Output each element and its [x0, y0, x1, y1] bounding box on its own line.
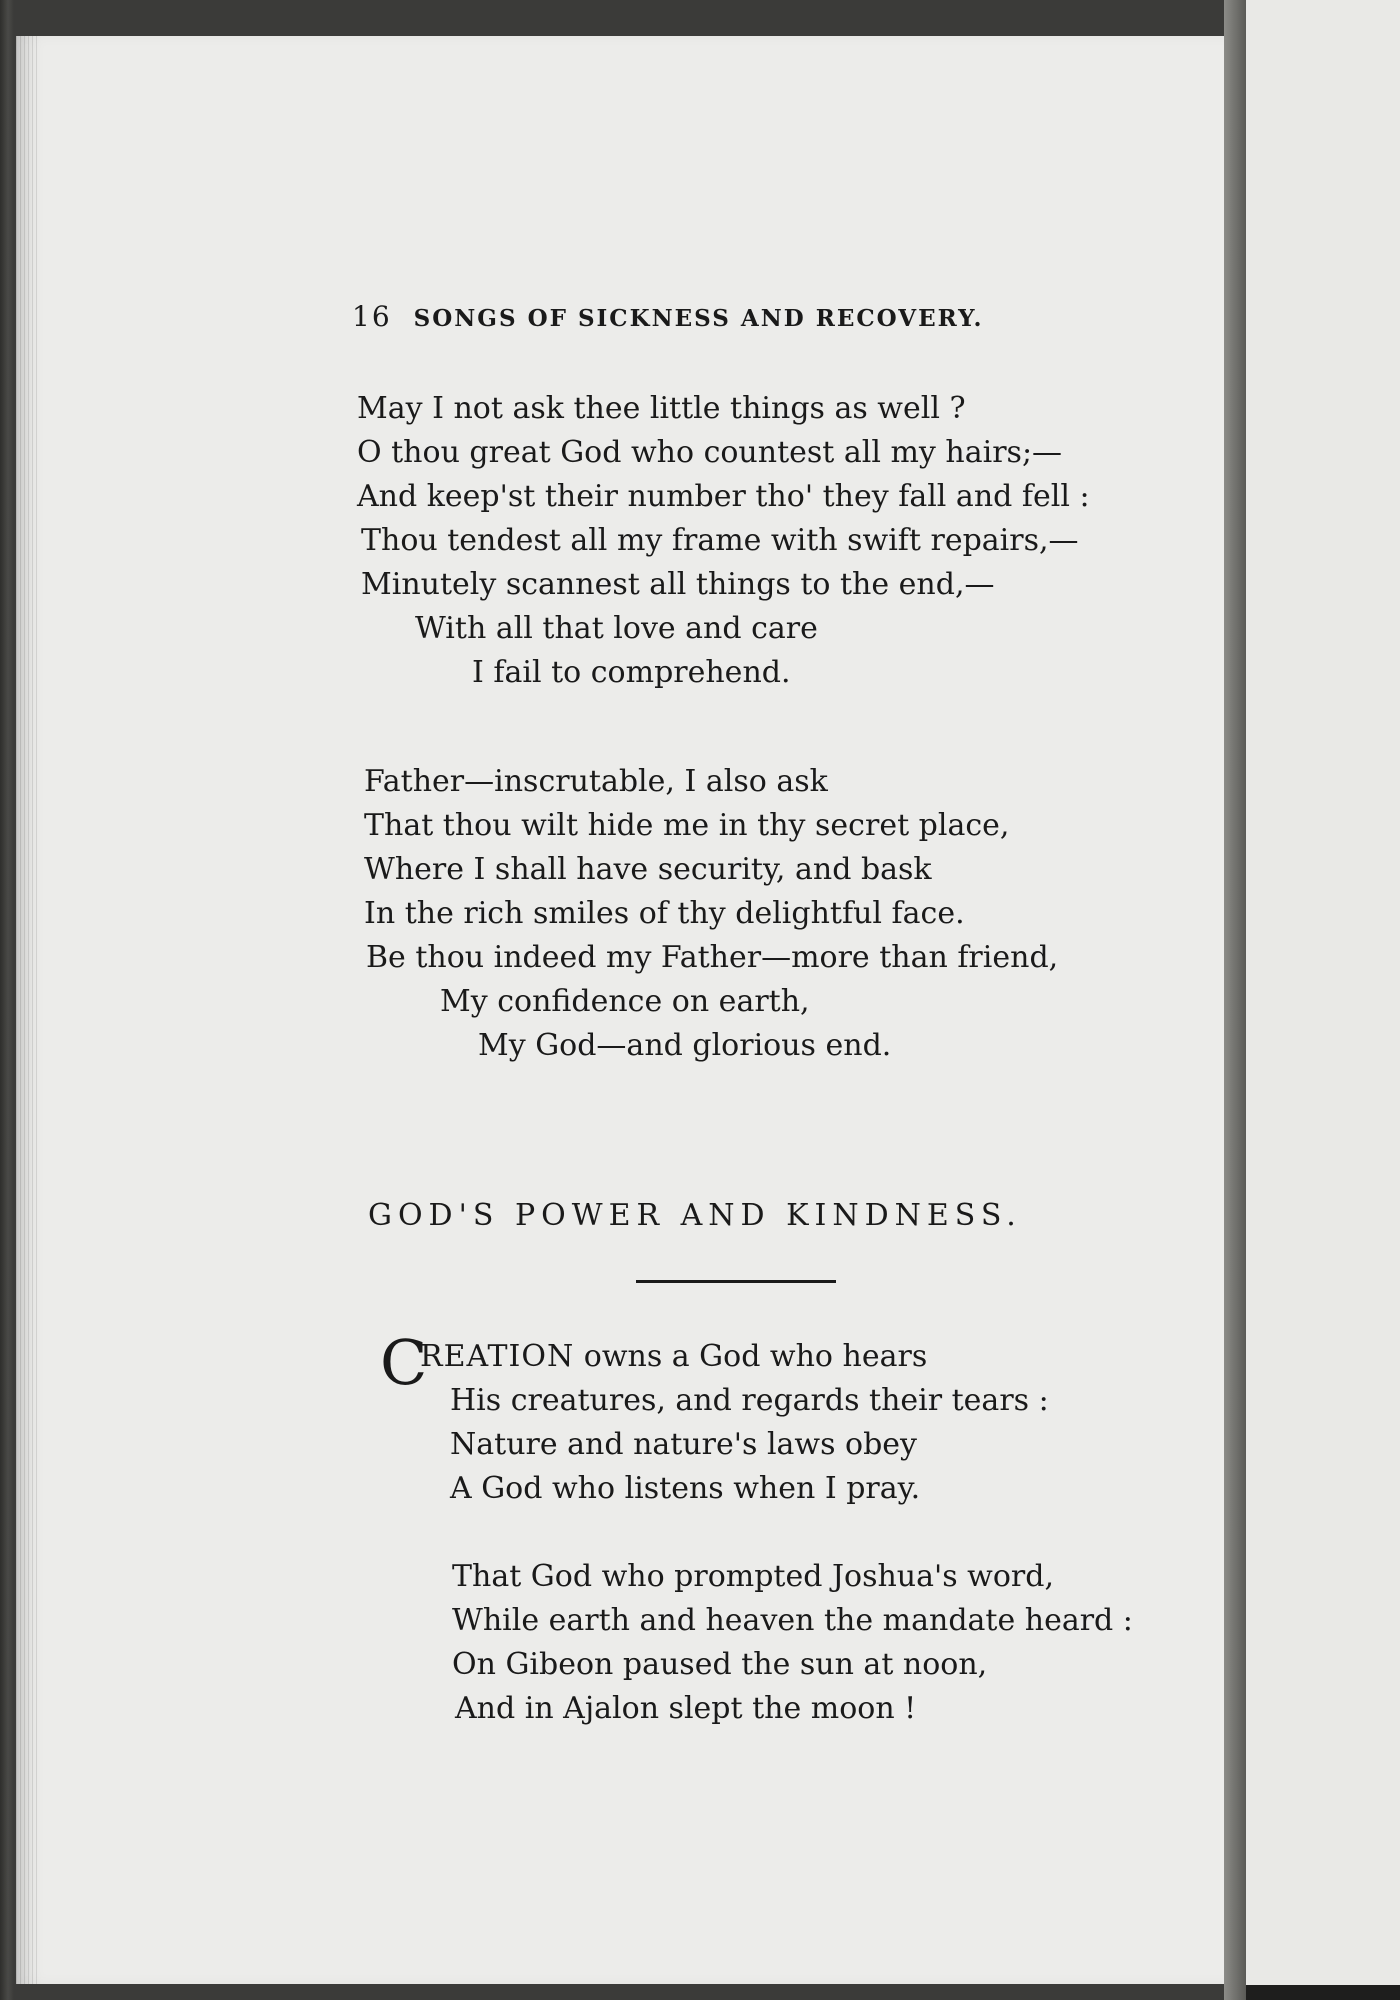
verse-line: My confidence on earth,: [440, 984, 810, 1019]
page-edge: [16, 36, 38, 1984]
verse-line: O thou great God who countest all my hairs;—: [357, 435, 1063, 470]
title-rule: [636, 1280, 836, 1283]
poem-title: GOD'S POWER AND KINDNESS.: [368, 1198, 1022, 1233]
running-title: SONGS OF SICKNESS AND RECOVERY.: [413, 305, 984, 332]
verse-line: My God—and glorious end.: [478, 1028, 892, 1063]
drop-cap: C: [380, 1326, 428, 1399]
verse-line: May I not ask thee little things as well ?: [357, 391, 966, 426]
book-gutter: [1224, 0, 1246, 2000]
verse-line: Where I shall have security, and bask: [364, 852, 932, 887]
verse-line: On Gibeon paused the sun at noon,: [452, 1647, 988, 1682]
verse-line: And in Ajalon slept the moon !: [455, 1691, 917, 1726]
verse-line: While earth and heaven the mandate heard :: [452, 1603, 1133, 1638]
facing-page-edge: [1246, 0, 1400, 2000]
verse-line: Nature and nature's laws obey: [450, 1427, 918, 1462]
verse-line: With all that love and care: [415, 611, 818, 646]
running-head: [352, 300, 984, 333]
verse-line: Thou tendest all my frame with swift repairs,—: [361, 523, 1079, 558]
verse-line: Be thou indeed my Father—more than friend,: [366, 940, 1059, 975]
verse-line: That God who prompted Joshua's word,: [452, 1559, 1054, 1594]
first-line-rest: owns a God who hears: [574, 1339, 928, 1374]
first-word: REATION: [420, 1339, 575, 1374]
page-number: 16: [352, 300, 392, 333]
verse-line: A God who listens when I pray.: [450, 1471, 921, 1506]
verse-line: Minutely scannest all things to the end,—: [361, 567, 995, 602]
verse-line: That thou wilt hide me in thy secret place,: [364, 808, 1010, 843]
verse-line-first: [420, 1335, 927, 1379]
verse-line: Father—inscrutable, I also ask: [364, 764, 828, 799]
verse-line: And keep'st their number tho' they fall and fell :: [357, 479, 1090, 514]
verse-line: In the rich smiles of thy delightful face.: [364, 896, 965, 931]
verse-line: I fail to comprehend.: [472, 655, 791, 690]
verse-line: His creatures, and regards their tears :: [450, 1383, 1049, 1418]
